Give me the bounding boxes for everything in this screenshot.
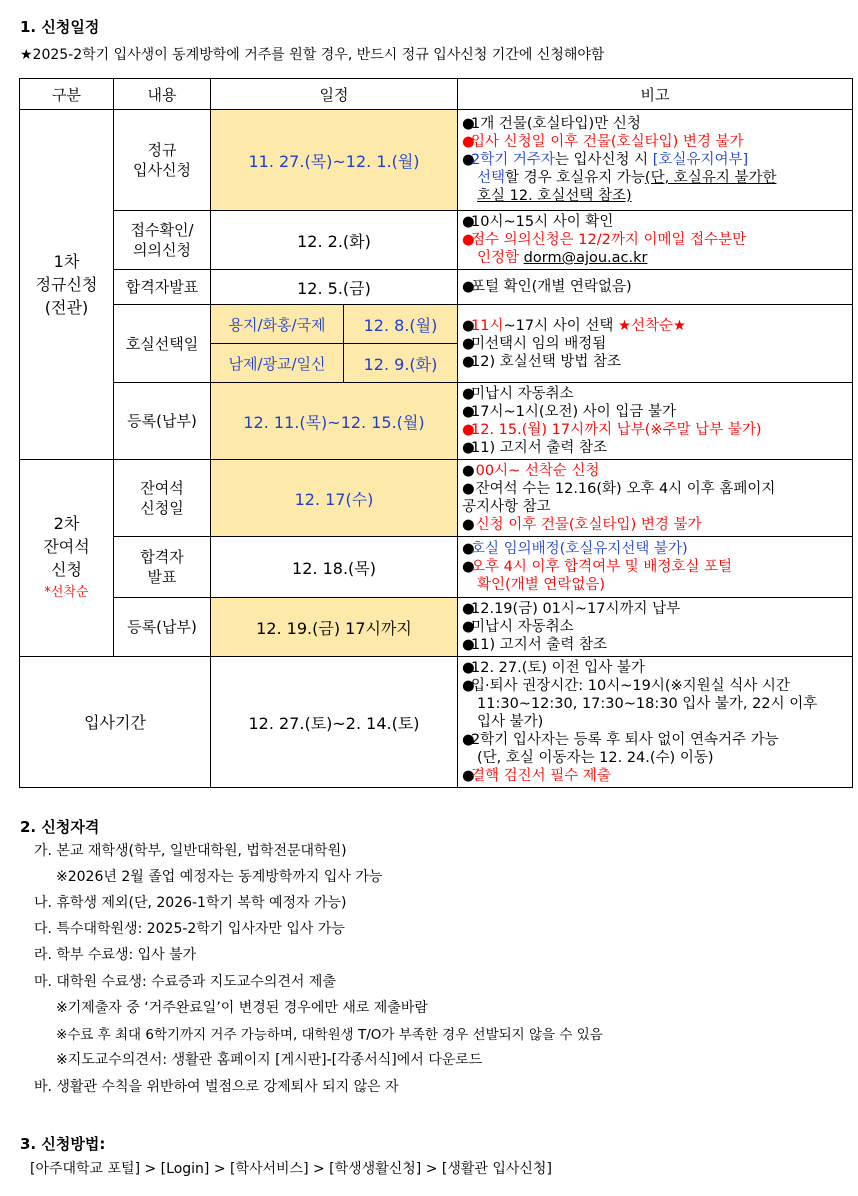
move-in-date: 12. 27.(토)~2. 14.(토) [211, 657, 458, 788]
note-text: 00시~ 선착순 신청 [471, 463, 600, 479]
content-line: 정규 [147, 141, 177, 159]
table-row [20, 305, 853, 344]
note-text: 입·퇴사 권장시간: 10시~19시(※지원실 식사 시간 [471, 678, 790, 694]
bullet: ● [462, 422, 475, 438]
note-text: 11:30~12:30, 17:30~18:30 입사 불가, 22시 이후 [477, 696, 818, 712]
note-text: 는 입사신청 시 [554, 152, 653, 168]
notes-remaining-announce [458, 537, 853, 598]
content-receipt [114, 211, 211, 270]
note-text: 신청 이후 건물(호실타입) 변경 불가 [471, 517, 702, 533]
bullet: ● [462, 134, 475, 150]
note-text: 미납시 자동취소 [471, 619, 574, 635]
section3-title: 3. 신청방법: [20, 1135, 106, 1153]
list-item: 라. 학부 수료생: 입사 불가 [34, 947, 197, 963]
content-line: 접수확인/ [130, 221, 194, 239]
table-row [20, 460, 853, 537]
table-row [20, 657, 853, 788]
notes-announce [458, 270, 853, 305]
email-link[interactable]: dorm@ajou.ac.kr [523, 250, 648, 266]
date-receipt: 12. 2.(화) [211, 211, 458, 270]
group1-label-line: 정규신청 [35, 275, 98, 294]
bullet: ● [462, 335, 475, 352]
list-item: 다. 특수대학원생: 2025-2학기 입사자만 입사 가능 [34, 921, 345, 937]
bullet: ● [462, 619, 475, 635]
note-text: 공지사항 참고 [462, 499, 551, 515]
content-room-select: 호실선택일 [114, 305, 211, 383]
notes-remaining-apply [458, 460, 853, 537]
note-text: (단, 호실유지 불가한 [644, 170, 777, 186]
bullet: ● [462, 678, 475, 694]
note-text: 12) 호실선택 방법 참조 [471, 353, 622, 370]
bullet: ● [462, 463, 475, 479]
group2-label-line: 잔여석 [43, 537, 90, 556]
section1-title: 1. 신청일정 [20, 18, 100, 36]
note-text: 인정함 [477, 250, 524, 266]
room-buildings-2: 남제/광교/일신 [211, 344, 344, 383]
content-remaining-announce [114, 537, 211, 598]
table-row [20, 110, 853, 211]
content-line: 의의신청 [133, 241, 191, 259]
note-text: 11) 고지서 출력 참조 [471, 440, 607, 456]
bullet: ● [462, 404, 475, 420]
bullet: ● [462, 559, 475, 575]
list-item: ※2026년 2월 졸업 예정자는 동계방학까지 입사 가능 [56, 869, 383, 885]
note-text: 11시 [471, 317, 504, 334]
note-text: 점수 의의신청은 12/2까지 이메일 접수분만 [471, 232, 747, 248]
room-date-2: 12. 9.(화) [344, 344, 458, 383]
group2-label [20, 460, 114, 657]
bullet: ● [462, 440, 475, 456]
note-text: 선택 [477, 170, 506, 186]
date-remaining-register: 12. 19.(금) 17시까지 [211, 598, 458, 657]
list-item: ※수료 후 최대 6학기까지 거주 가능하며, 대학원생 T/O가 부족한 경우 선발되지 않을 수 있음 [56, 1027, 603, 1043]
table-row [20, 598, 853, 657]
note-text: 미선택시 임의 배정됨 [471, 335, 607, 352]
bullet: ● [462, 601, 475, 617]
content-line: 발표 [147, 568, 177, 586]
note-text: 확인(개별 연락없음) [477, 577, 605, 593]
bullet: ● [462, 279, 475, 295]
schedule-table [19, 78, 853, 788]
bullet: ● [462, 116, 475, 132]
group1-label [20, 110, 114, 460]
list-item: 바. 생활관 수칙을 위반하여 벌점으로 강제퇴사 되지 않은 자 [34, 1079, 399, 1095]
note-text: 결핵 검진서 필수 제출 [471, 768, 611, 784]
group2-label-line: 2차 [53, 514, 80, 533]
bullet: ● [462, 768, 475, 784]
bullet: ● [462, 353, 475, 370]
date-remaining-announce: 12. 18.(목) [211, 537, 458, 598]
note-text: 할 경우 호실유지 가능 [505, 170, 645, 186]
note-text: 10시~15시 사이 확인 [471, 214, 614, 230]
group1-label-line: (전관) [44, 298, 89, 317]
notes-move-in [458, 657, 853, 788]
bullet: ● [462, 660, 475, 676]
bullet: ● [462, 732, 475, 748]
content-remaining-register: 등록(납부) [114, 598, 211, 657]
note-text: 12. 27.(토) 이전 입사 불가 [471, 660, 645, 676]
notes-remaining-register [458, 598, 853, 657]
room-date-1: 12. 8.(월) [344, 305, 458, 344]
move-in-label: 입사기간 [20, 657, 211, 788]
table-row [20, 211, 853, 270]
header-category: 구분 [20, 79, 114, 110]
bullet: ● [462, 317, 475, 334]
content-line: 잔여석 [140, 479, 184, 497]
bullet: ● [462, 541, 475, 557]
content-line: 입사신청 [133, 161, 191, 179]
bullet: ● [462, 481, 475, 497]
content-line: 신청일 [140, 499, 184, 517]
note-text: ~17시 사이 선택 [503, 317, 618, 334]
notes-room-select [458, 305, 853, 383]
table-row [20, 537, 853, 598]
bullet: ● [462, 637, 475, 653]
notice-line: ★2025-2학기 입사생이 동계방학에 거주를 원할 경우, 반드시 정규 입사신청 기간에 신청해야함 [20, 47, 605, 63]
header-notes: 비고 [458, 79, 853, 110]
note-text: 입사 신청일 이후 건물(호실타입) 변경 불가 [471, 134, 744, 150]
note-text: 포털 확인(개별 연락없음) [471, 279, 632, 295]
note-text: 미납시 자동취소 [471, 386, 574, 402]
list-item: ※기제출자 중 ‘거주완료일’이 변경된 경우에만 새로 제출바람 [56, 1000, 428, 1016]
header-schedule: 일정 [211, 79, 458, 110]
notes-register [458, 383, 853, 460]
note-text: 호실 임의배정(호실유지선택 불가) [471, 541, 688, 557]
notes-regular-apply [458, 110, 853, 211]
table-row [20, 383, 853, 460]
note-text: 잔여석 수는 12.16(화) 오후 4시 이후 홈페이지 [471, 481, 776, 497]
group2-label-line: 신청 [51, 560, 82, 579]
group1-label-line: 1차 [53, 252, 80, 271]
list-item: 마. 대학원 수료생: 수료증과 지도교수의견서 제출 [34, 974, 336, 990]
first-come-note: *선착순 [44, 585, 89, 600]
content-register: 등록(납부) [114, 383, 211, 460]
content-line: 합격자 [140, 548, 184, 566]
bullet: ● [462, 214, 475, 230]
note-text: 17시~1시(오전) 사이 입금 불가 [471, 404, 677, 420]
note-text: 오후 4시 이후 합격여부 및 배정호실 포털 [471, 559, 733, 575]
note-text: 11) 고지서 출력 참조 [471, 637, 607, 653]
date-register: 12. 11.(목)~12. 15.(월) [211, 383, 458, 460]
table-row [20, 270, 853, 305]
note-text: 입사 불가) [477, 714, 544, 730]
application-path: [아주대학교 포털] > [Login] > [학사서비스] > [학생생활신청] > [생활관 입사신청] [30, 1161, 552, 1177]
header-row [20, 79, 853, 110]
note-text: [호실유지여부] [652, 152, 749, 168]
note-text: 2학기 거주자 [471, 152, 555, 168]
content-remaining-apply [114, 460, 211, 537]
note-text: 호실 12. 호실선택 참조) [477, 188, 632, 204]
notes-receipt [458, 211, 853, 270]
room-buildings-1: 용지/화홍/국제 [211, 305, 344, 344]
note-text: 12.19(금) 01시~17시까지 납부 [471, 601, 681, 617]
note-text: 12. 15.(월) 17시까지 납부(※주말 납부 불가) [471, 422, 762, 438]
date-remaining-apply: 12. 17(수) [211, 460, 458, 537]
bullet: ● [462, 152, 475, 168]
note-text: (단, 호실 이동자는 12. 24.(수) 이동) [477, 750, 714, 766]
note-text: 1개 건물(호실타입)만 신청 [471, 116, 641, 132]
date-regular-apply: 11. 27.(목)~12. 1.(월) [211, 110, 458, 211]
list-item: 나. 휴학생 제외(단, 2026-1학기 복학 예정자 가능) [34, 895, 347, 911]
header-content: 내용 [114, 79, 211, 110]
list-item: ※지도교수의견서: 생활관 홈페이지 [게시판]-[각종서식]에서 다운로드 [56, 1052, 483, 1068]
content-announce: 합격자발표 [114, 270, 211, 305]
list-item: 가. 본교 재학생(학부, 일반대학원, 법학전문대학원) [34, 843, 347, 859]
note-text: 2학기 입사자는 등록 후 퇴사 없이 연속거주 가능 [471, 732, 779, 748]
bullet: ● [462, 232, 475, 248]
bullet: ● [462, 517, 475, 533]
bullet: ● [462, 386, 475, 402]
content-regular-apply [114, 110, 211, 211]
section2-title: 2. 신청자격 [20, 818, 100, 836]
date-announce: 12. 5.(금) [211, 270, 458, 305]
note-text: ★선착순★ [617, 317, 686, 334]
